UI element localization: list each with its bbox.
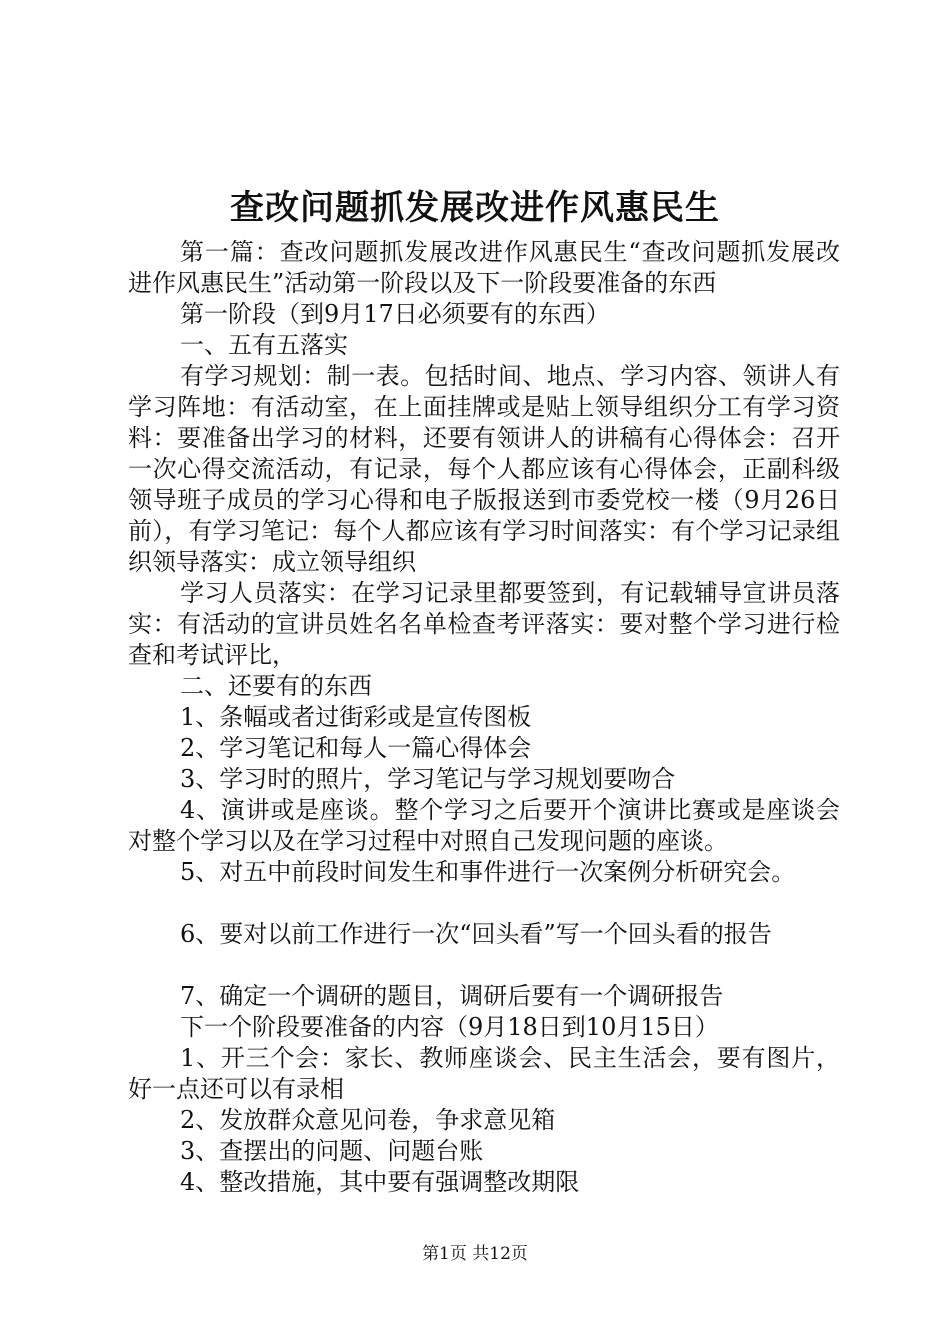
- heading-other-items: 二、还要有的东西: [180, 672, 372, 700]
- blank-line: [128, 950, 840, 981]
- list-item: 4、演讲或是座谈。整个学习之后要开个演讲比赛或是座谈会对整个学习以及在学习过程中对照自己发现问题的座谈。: [128, 796, 840, 855]
- document-title: 查改问题抓发展改进作风惠民生: [230, 188, 720, 228]
- paragraph-stage-one: 第一阶段（到9月17日必须要有的东西）: [180, 300, 610, 328]
- list-item: 3、学习时的照片，学习笔记与学习规划要吻合: [180, 765, 676, 793]
- heading-five-items: 一、五有五落实: [180, 331, 348, 359]
- list-item: 3、查摆出的问题、问题台账: [180, 1137, 484, 1165]
- list-item: 1、开三个会：家长、教师座谈会、民主生活会，要有图片，好一点还可以有录相: [128, 1044, 840, 1103]
- list-item: 4、整改措施，其中要有强调整改期限: [180, 1168, 580, 1196]
- blank-line: [128, 888, 840, 919]
- page-footer: 第1页 共12页: [422, 1244, 528, 1264]
- paragraph-study-plan: 有学习规划：制一表。包括时间、地点、学习内容、领讲人有学习阵地：有活动室，在上面挂牌或是贴上领导组织分工有学习资料：要准备出学习的材料，还要有领讲人的讲稿有心得体会：召开一次心得交流活动，有记录，每个人都应该有心得体会，正副科级领导班子成员的学习心得和电子版报送到市委党校一楼（9月26日前），有学习笔记：每个人都应该有学习时间落实：有个学习记录组织领导落实：成立领导组织: [128, 362, 840, 576]
- paragraph-study-staff: 学习人员落实：在学习记录里都要签到，有记载辅导宣讲员落实：有活动的宣讲员姓名名单检查考评落实：要对整个学习进行检查和考试评比，: [128, 579, 840, 669]
- list-item: 7、确定一个调研的题目，调研后要有一个调研报告: [180, 982, 724, 1010]
- heading-next-stage: 下一个阶段要准备的内容（9月18日到10月15日）: [180, 1013, 719, 1041]
- document-body: [128, 237, 840, 1198]
- list-item: 5、对五中前段时间发生和事件进行一次案例分析研究会。: [180, 858, 796, 886]
- list-item: 2、学习笔记和每人一篇心得体会: [180, 734, 532, 762]
- list-item: 2、发放群众意见问卷，争求意见箱: [180, 1106, 556, 1134]
- paragraph-intro: 第一篇：查改问题抓发展改进作风惠民生“查改问题抓发展改进作风惠民生”活动第一阶段以及下一阶段要准备的东西: [128, 238, 840, 297]
- list-item: 1、条幅或者过街彩或是宣传图板: [180, 703, 532, 731]
- list-item: 6、要对以前工作进行一次“回头看”写一个回头看的报告: [180, 920, 772, 948]
